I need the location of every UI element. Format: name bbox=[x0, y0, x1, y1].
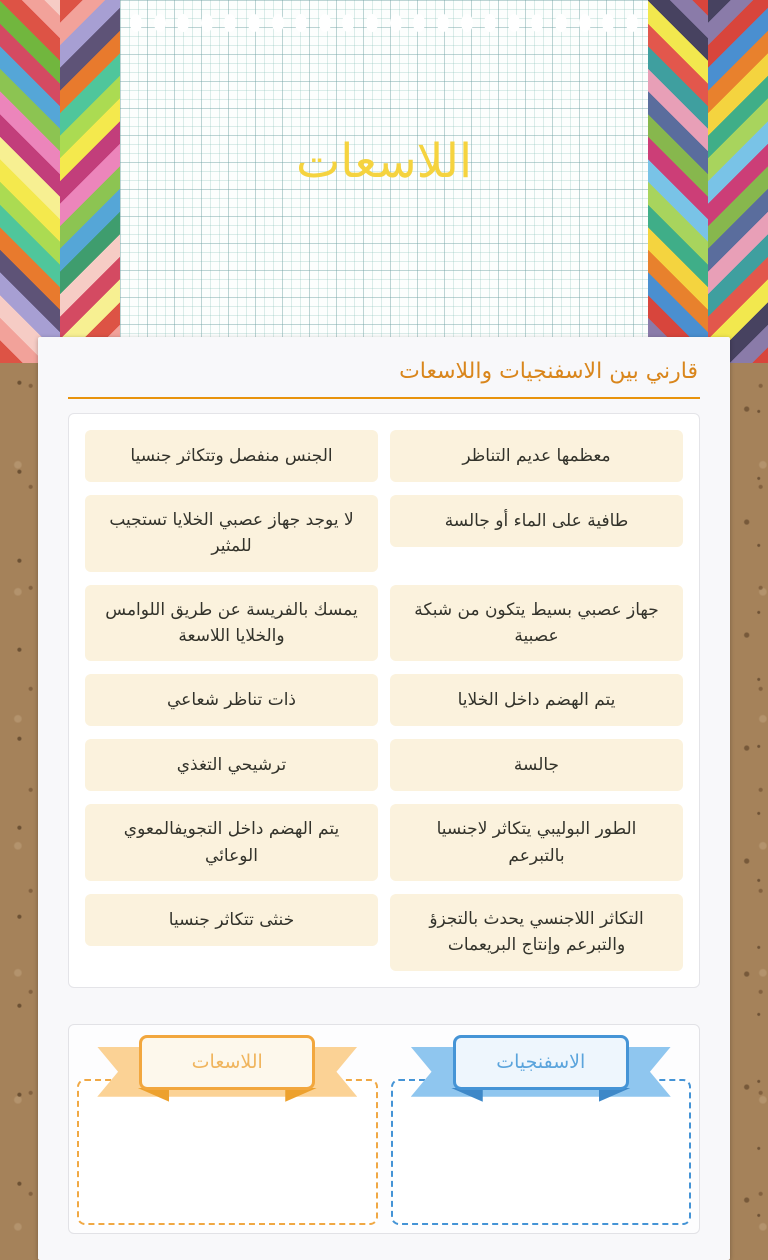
drop-zone-label: الاسفنجيات bbox=[453, 1035, 629, 1090]
draggable-item[interactable]: معظمها عديم التناظر bbox=[390, 430, 683, 482]
chevron-stripes bbox=[60, 0, 120, 363]
drop-zone-label: اللاسعات bbox=[139, 1035, 315, 1090]
paper-hole bbox=[154, 14, 166, 32]
draggable-item[interactable]: ذات تناظر شعاعي bbox=[85, 674, 378, 726]
drop-zone-sponges bbox=[391, 1033, 692, 1225]
paper-hole bbox=[248, 14, 260, 32]
ribbon-banner-sponges bbox=[411, 1035, 671, 1103]
paper-hole bbox=[177, 14, 189, 32]
paper-hole bbox=[413, 14, 425, 32]
draggable-item[interactable]: يمسك بالفريسة عن طريق اللوامس والخلايا اللاسعة bbox=[85, 585, 378, 662]
draggable-item[interactable]: لا يوجد جهاز عصبي الخلايا تستجيب للمثير bbox=[85, 495, 378, 572]
paper-hole bbox=[319, 14, 331, 32]
worksheet-card bbox=[38, 337, 730, 1260]
paper-hole bbox=[390, 14, 402, 32]
draggable-item[interactable]: طافية على الماء أو جالسة bbox=[390, 495, 683, 547]
paper-hole bbox=[224, 14, 236, 32]
paper-hole bbox=[272, 14, 284, 32]
paper-hole bbox=[508, 14, 520, 32]
paper-hole bbox=[295, 14, 307, 32]
draggable-item[interactable]: ترشيحي التغذي bbox=[85, 739, 378, 791]
draggable-item[interactable]: جهاز عصبي بسيط يتكون من شبكة عصبية bbox=[390, 585, 683, 662]
paper-hole bbox=[555, 14, 567, 32]
draggable-item[interactable]: خنثى تتكاثر جنسيا bbox=[85, 894, 378, 946]
draggable-item[interactable]: الجنس منفصل وتتكاثر جنسيا bbox=[85, 430, 378, 482]
ribbon-banner-cnidarians bbox=[97, 1035, 357, 1103]
paper-hole bbox=[366, 14, 378, 32]
paper-holes-top bbox=[130, 14, 638, 32]
draggable-item[interactable]: يتم الهضم داخل التجويفالمعوي الوعائي bbox=[85, 804, 378, 881]
paper-hole bbox=[579, 14, 591, 32]
items-grid bbox=[85, 430, 683, 971]
chevron-pattern-left bbox=[0, 0, 120, 363]
draggable-items-panel bbox=[68, 413, 700, 988]
chevron-stripes bbox=[648, 0, 708, 363]
paper-hole bbox=[130, 14, 142, 32]
paper-hole bbox=[201, 14, 213, 32]
chevron-pattern-right bbox=[648, 0, 768, 363]
draggable-item[interactable]: جالسة bbox=[390, 739, 683, 791]
chevron-stripes bbox=[708, 0, 768, 363]
chevron-stripes bbox=[0, 0, 60, 363]
question-heading: قارني بين الاسفنجيات واللاسعات bbox=[68, 353, 700, 399]
drop-zone-cnidarians bbox=[77, 1033, 378, 1225]
paper-hole bbox=[531, 14, 543, 32]
page-title: اللاسعات bbox=[295, 134, 473, 189]
drop-zones-panel bbox=[68, 1024, 700, 1234]
paper-hole bbox=[626, 14, 638, 32]
paper-hole bbox=[461, 14, 473, 32]
paper-hole bbox=[484, 14, 496, 32]
paper-hole bbox=[437, 14, 449, 32]
draggable-item[interactable]: يتم الهضم داخل الخلايا bbox=[390, 674, 683, 726]
paper-hole bbox=[342, 14, 354, 32]
banner bbox=[0, 0, 768, 363]
draggable-item[interactable]: الطور البوليبي يتكاثر لاجنسيا بالتبرعم bbox=[390, 804, 683, 881]
draggable-item[interactable]: التكاثر اللاجنسي يحدث بالتجزؤ والتبرعم وإنتاج البريعمات bbox=[390, 894, 683, 971]
paper-hole bbox=[602, 14, 614, 32]
